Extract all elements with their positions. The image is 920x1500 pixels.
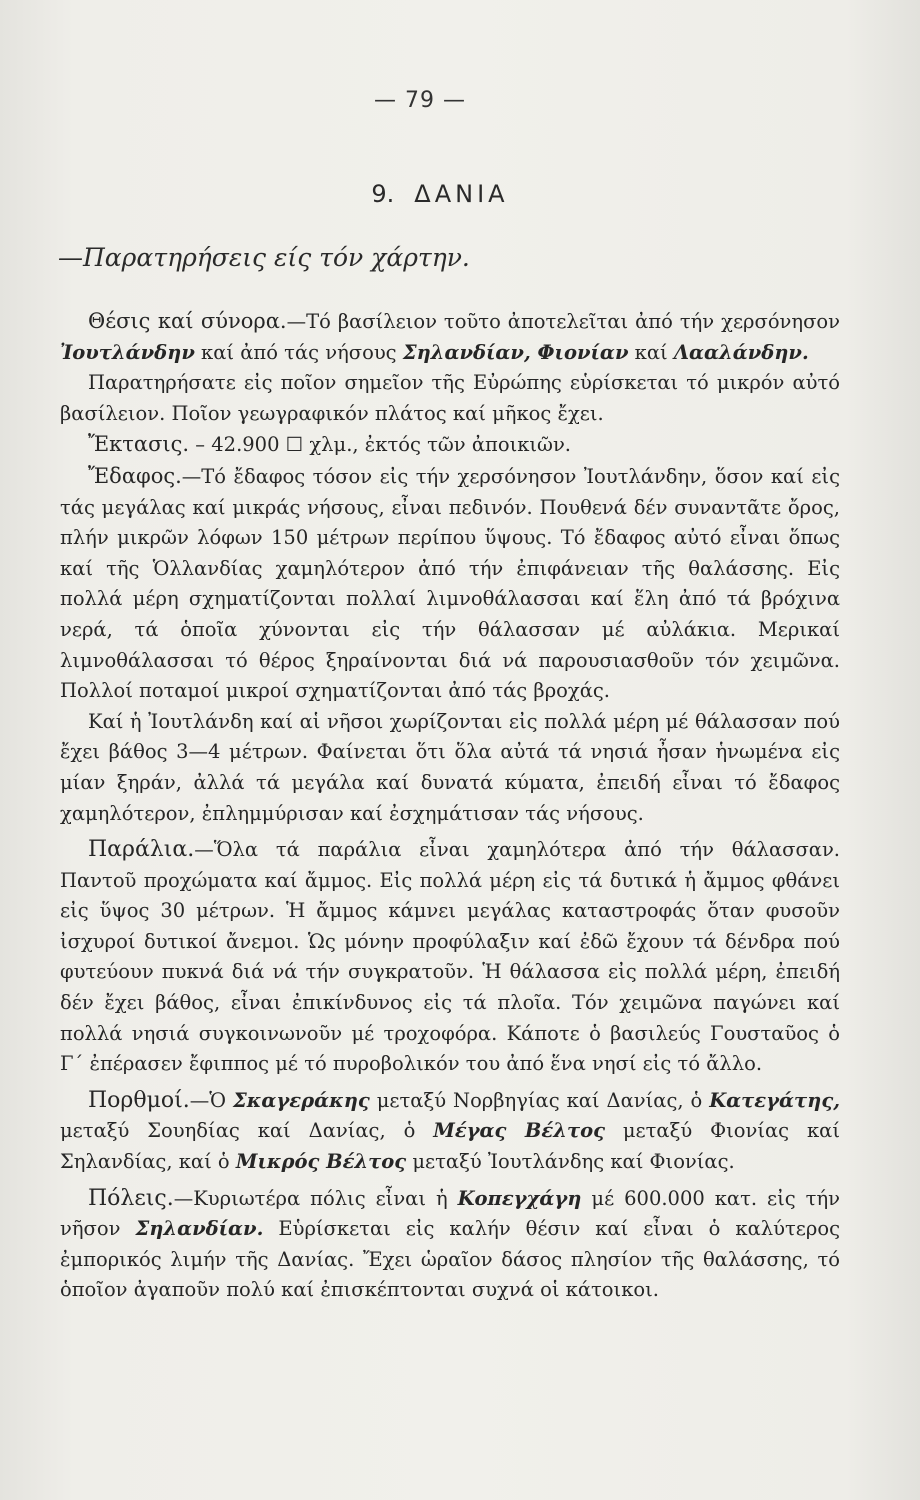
text-span: —Κυριωτέρα πόλις εἶναι ἡ — [173, 1186, 458, 1210]
emphasis-place: Κατεγάτης, — [709, 1088, 840, 1112]
text-span: Εὑρίσκεται εἰς καλήν θέσιν καί εἶναι ὁ καλύτερος ἐμπορικός λιμήν τῆς Δανίας. Ἔχει ὡραῖον δάσος πλησίον τῆς θαλάσσης, τό ὁποῖον ἀγαποῦν πολύ καί ἐπισκέπτονται συχνά οἱ κάτοικοι. — [60, 1217, 840, 1302]
emphasis-place: Μικρός Βέλτος — [235, 1150, 407, 1174]
paragraph-ektasis — [60, 429, 840, 461]
text-span: μεταξύ Ἰουτλάνδης καί Φιονίας. — [406, 1150, 735, 1174]
emphasis-place: Σηλανδίαν, Φιονίαν — [402, 340, 629, 364]
section-heading: —Παρατηρήσεις είς τόν χάρτην. — [58, 243, 470, 272]
lead-edafos: Ἔδαφος. — [88, 463, 182, 488]
emphasis-place: Λααλάνδην. — [673, 340, 809, 364]
paragraph-theseis — [60, 306, 840, 368]
emphasis-place: Κοπεγχάγη — [457, 1186, 582, 1210]
body-text — [60, 306, 840, 1306]
text-span: μεταξύ Φιονίας καί Σηλανδίας, καί ὁ — [60, 1119, 840, 1174]
text-span: – 42.900 ☐ χλμ., ἐκτός τῶν ἀποικιῶν. — [189, 433, 572, 457]
paragraph-edafos — [60, 461, 840, 707]
lead-paralia: Παράλια. — [88, 837, 195, 863]
lead-porthmoi: Πορθμοί. — [88, 1087, 190, 1113]
lead-ektasis: Ἔκτασις. — [88, 432, 190, 457]
text-span: —Τό βασίλειον τοῦτο ἀποτελεῖται ἀπό τήν χερσόνησον — [286, 310, 841, 333]
paragraph-kai-i: Καί ἡ Ἰουτλάνδη καί αἱ νῆσοι χωρίζονται εἰς πολλά μέρη μέ θάλασσαν πού ἔχει βάθος 3—4 μέτρων. Φαίνεται ὅτι ὅλα αὐτά τά νησιά ἦσαν ἡνωμένα εἰς μίαν ξηράν, ἀλλά τά μεγάλα καί δυνατά κύματα, ἐπειδή εἶναι τό ἔδαφος χαμηλότερον, ἐπλημμύρισαν καί ἐσχημάτισαν τάς νήσους. — [60, 709, 840, 825]
text-span: καί — [628, 340, 674, 364]
text-span: μέ 600.000 κατ. εἰς τήν νῆσον — [60, 1186, 840, 1241]
chapter-number: 9. — [371, 180, 395, 208]
lead-theseis: Θέσις καί σύνορα. — [88, 309, 287, 333]
chapter-name: ΔΑΝΙΑ — [414, 180, 509, 208]
text-span: —Ὁ — [189, 1088, 233, 1112]
emphasis-place: Ἰουτλάνδην — [60, 340, 195, 364]
lead-poleis: Πόλεις. — [88, 1185, 174, 1211]
paragraph-porthmoi — [60, 1086, 840, 1178]
text-span: μεταξύ Νορβηγίας καί Δανίας, ὁ — [369, 1088, 710, 1112]
paragraph-paratirisate: Παρατηρήσατε εἰς ποῖον σημεῖον τῆς Εὐρώπης εὑρίσκεται τό μικρόν αὐτό βασίλειον. Ποῖον γεωγραφικόν πλάτος καί μῆκος ἔχει. — [60, 371, 840, 425]
chapter-title — [0, 180, 880, 208]
emphasis-place: Σκαγεράκης — [233, 1088, 370, 1112]
text-span: μεταξύ Σουηδίας καί Δανίας, ὁ — [60, 1119, 434, 1143]
paragraph-poleis — [60, 1184, 840, 1306]
emphasis-place: Μέγας Βέλτος — [433, 1119, 605, 1143]
text-span: —Τό ἔδαφος τόσον εἰς τήν χερσόνησον Ἰουτλάνδην, ὅσον καί εἰς τάς μεγάλας καί μικράς νήσους, εἶναι πεδινόν. Πουθενά δέν συναντᾶτε ὄρος, πλήν μικρῶν λόφων 150 μέτρων περίπου ὕψους. Τό ἔδαφος αὐτό εἶναι ὅπως καί τῆς Ὁλλανδίας χαμηλότερον ἀπό τήν ἐπιφάνειαν τῆς θαλάσσης. Εἰς πολλά μέρη σχηματίζονται πολλαί λιμνοθάλασσαι καί ἕλη ἀπό τά βρόχινα νερά, τά ὁποῖα χύνονται εἰς τήν θάλασσαν μέ αὐλάκια. Μερικαί λιμνοθάλασσαι τό θέρος ξηραίνονται διά νά παρουσιασθοῦν τόν χειμῶνα. Πολλοί ποταμοί μικροί σχηματίζονται ἀπό τάς βροχάς. — [60, 464, 840, 703]
paragraph-paralia — [60, 835, 840, 1080]
text-span: καί ἀπό τάς νήσους — [194, 340, 403, 364]
text-span: —Ὅλα τά παράλια εἶναι χαμηλότερα ἀπό τήν θάλασσαν. Παντοῦ προχώματα καί ἄμμος. Εἰς πολλά μέρη εἰς τά δυτικά ἡ ἄμμος φθάνει εἰς ὕψος 30 μέτρων. Ἡ ἄμμος κάμνει μεγάλας καταστροφάς ὅταν φυσοῦν ἰσχυροί δυτικοί ἄνεμοι. Ὡς μόνην προφύλαξιν καί ἐδῶ ἔχουν τά δένδρα πού φυτεύουν πυκνά διά νά τήν συγκρατοῦν. Ἡ θάλασσα εἰς πολλά μέρη, ἐπειδή δέν ἔχει βάθος, εἶναι ἐπικίνδυνος εἰς τά πλοῖα. Τόν χειμῶνα παγώνει καί πολλά νησιά συγκοινωνοῦν μέ τροχοφόρα. Κάποτε ὁ βασιλεύς Γουσταῦος ὁ Γ΄ ἐπέρασεν ἔφιππος μέ τό πυροβολικόν του ἀπό ἕνα νησί εἰς τό ἄλλο. — [60, 838, 840, 1076]
page-number: — 79 — — [374, 88, 466, 113]
emphasis-place: Σηλανδίαν. — [135, 1217, 264, 1241]
